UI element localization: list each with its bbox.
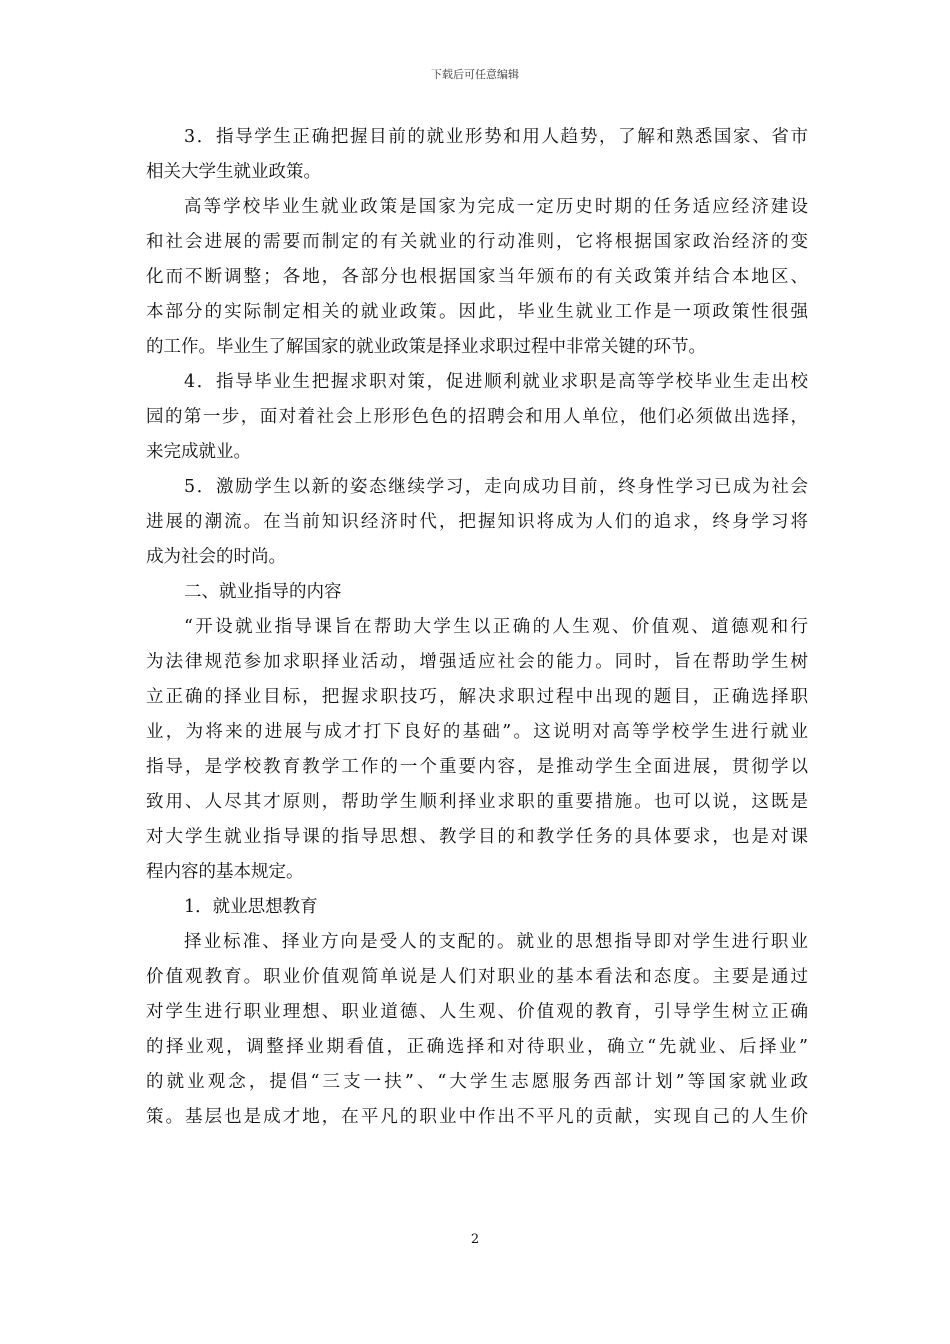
text-line: 策。基层也是成才地，在平凡的职业中作出不平凡的贡献，实现自己的人生价 — [146, 1107, 808, 1127]
page-number: 2 — [470, 1232, 480, 1247]
text-line: 指导，是学校教育教学工作的一个重要内容，是推动学生全面进展，贯彻学以 — [146, 757, 808, 777]
text-line: 致用、人尽其才原则，帮助学生顺利择业求职的重要措施。也可以说，这既是 — [146, 792, 808, 812]
text-line: 化而不断调整；各地，各部分也根据国家当年颁布的有关政策并结合本地区、 — [146, 267, 808, 287]
text-line: 的就业观念，提倡“三支一扶”、“大学生志愿服务西部计划”等国家就业政 — [146, 1072, 808, 1092]
text-line: 来完成就业。 — [146, 442, 251, 462]
text-line: 高等学校毕业生就业政策是国家为完成一定历史时期的任务适应经济建设 — [184, 197, 808, 217]
text-line: 1．就业思想教育 — [184, 897, 318, 917]
text-line: 园的第一步，面对着社会上形形色色的招聘会和用人单位，他们必须做出选择， — [146, 407, 808, 427]
text-line: 程内容的基本规定。 — [146, 862, 304, 882]
text-line: 4．指导毕业生把握求职对策，促进顺利就业求职是高等学校毕业生走出校 — [184, 372, 808, 392]
text-line: 择业标准、择业方向是受人的支配的。就业的思想指导即对学生进行职业 — [184, 932, 808, 952]
text-line: 的工作。毕业生了解国家的就业政策是择业求职过程中非常关键的环节。 — [146, 337, 706, 357]
text-line: 3．指导学生正确把握目前的就业形势和用人趋势，了解和熟悉国家、省市 — [184, 127, 808, 147]
text-line: 相关大学生就业政策。 — [146, 162, 321, 182]
text-line: 二、就业指导的内容 — [184, 582, 342, 602]
text-line: 对大学生就业指导课的指导思想、教学目的和教学任务的具体要求，也是对课 — [146, 827, 808, 847]
text-line: 对学生进行职业理想、职业道德、人生观、价值观的教育，引导学生树立正确 — [146, 1002, 808, 1022]
text-line: 为法律规范参加求职择业活动，增强适应社会的能力。同时，旨在帮助学生树 — [146, 652, 808, 672]
text-line: 和社会进展的需要而制定的有关就业的行动准则，它将根据国家政治经济的变 — [146, 232, 808, 252]
text-line: “开设就业指导课旨在帮助大学生以正确的人生观、价值观、道德观和行 — [184, 617, 808, 637]
text-line: 进展的潮流。在当前知识经济时代，把握知识将成为人们的追求，终身学习将 — [146, 512, 808, 532]
text-line: 本部分的实际制定相关的就业政策。因此，毕业生就业工作是一项政策性很强 — [146, 302, 808, 322]
text-line: 业，为将来的进展与成才打下良好的基础”。这说明对高等学校学生进行就业 — [146, 722, 808, 742]
text-line: 5．激励学生以新的姿态继续学习，走向成功目前，终身性学习已成为社会 — [184, 477, 808, 497]
page-header: 下载后可任意编辑 — [431, 68, 519, 81]
document-body — [146, 124, 808, 1139]
text-line: 成为社会的时尚。 — [146, 547, 286, 567]
text-line: 立正确的择业目标，把握求职技巧，解决求职过程中出现的题目，正确选择职 — [146, 687, 808, 707]
text-line: 的择业观，调整择业期看值，正确选择和对待职业，确立“先就业、后择业” — [146, 1037, 808, 1057]
text-line: 价值观教育。职业价值观简单说是人们对职业的基本看法和态度。主要是通过 — [146, 967, 808, 987]
